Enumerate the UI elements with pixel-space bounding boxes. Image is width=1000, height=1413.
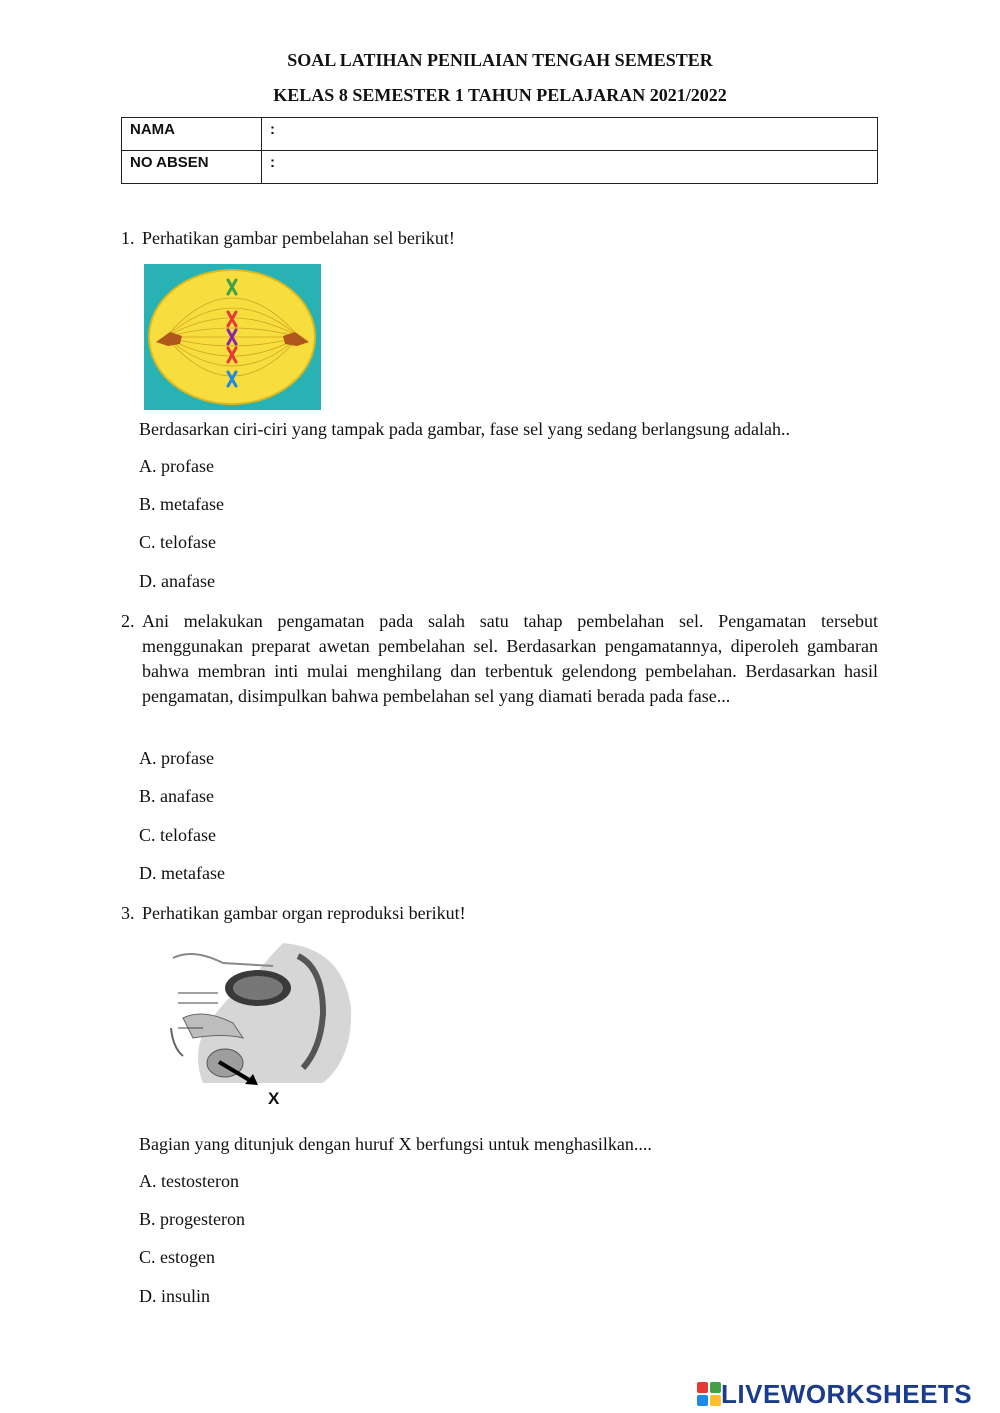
absen-label: NO ABSEN <box>122 151 262 184</box>
q3-option-a[interactable]: A. testosteron <box>139 1171 239 1191</box>
question-number: 1. <box>121 228 135 248</box>
question-2-prompt: Ani melakukan pengamatan pada salah satu tahap pembelahan sel. Pengamatan tersebut menggunakan preparat awetan pembelahan sel. Berdasarkan pengamatannya, diperoleh gambaran bahwa membran inti mulai menghilang dan terbentuk gelendong pembelahan. Berdasarkan hasil pengamatan, disimpulkan bahwa pembelahan sel yang diamati berada pada fase... <box>142 611 878 706</box>
logo-text: LIVEWORKSHEETS <box>721 1378 973 1409</box>
q2-option-b[interactable]: B. anafase <box>139 786 214 806</box>
logo-icon <box>697 1382 721 1406</box>
q1-option-a[interactable]: A. profase <box>139 456 214 476</box>
q1-option-b[interactable]: B. metafase <box>139 494 224 514</box>
absen-row <box>122 151 878 184</box>
q1-option-d[interactable]: D. anafase <box>139 571 215 591</box>
q2-option-c[interactable]: C. telofase <box>139 825 216 845</box>
figure-label-x: X <box>268 1089 280 1108</box>
q3-option-c[interactable]: C. estogen <box>139 1247 215 1267</box>
name-row <box>122 118 878 151</box>
page-subtitle: KELAS 8 SEMESTER 1 TAHUN PELAJARAN 2021/2022 <box>273 85 727 105</box>
student-info-table <box>121 117 878 184</box>
q1-option-c[interactable]: C. telofase <box>139 532 216 552</box>
page-title: SOAL LATIHAN PENILAIAN TENGAH SEMESTER <box>287 50 713 70</box>
reproductive-organ-image <box>163 938 358 1088</box>
q2-option-d[interactable]: D. metafase <box>139 863 225 883</box>
q2-option-a[interactable]: A. profase <box>139 748 214 768</box>
question-2-number: 2. <box>121 611 135 631</box>
liveworksheets-logo[interactable] <box>697 1378 972 1410</box>
question-3-text: Bagian yang ditunjuk dengan huruf X berfungsi untuk menghasilkan.... <box>139 1134 652 1154</box>
question-3-number: 3. <box>121 903 135 923</box>
question-1-prompt: Perhatikan gambar pembelahan sel berikut! <box>142 228 455 248</box>
cell-division-image <box>144 264 321 410</box>
question-1-text: Berdasarkan ciri-ciri yang tampak pada gambar, fase sel yang sedang berlangsung adalah.. <box>139 419 791 439</box>
q3-option-d[interactable]: D. insulin <box>139 1286 211 1306</box>
name-label: NAMA <box>122 118 262 151</box>
q3-option-b[interactable]: B. progesteron <box>139 1209 245 1229</box>
question-3-prompt: Perhatikan gambar organ reproduksi berikut! <box>142 903 466 923</box>
absen-field[interactable]: : <box>262 151 878 184</box>
name-field[interactable]: : <box>262 118 878 151</box>
